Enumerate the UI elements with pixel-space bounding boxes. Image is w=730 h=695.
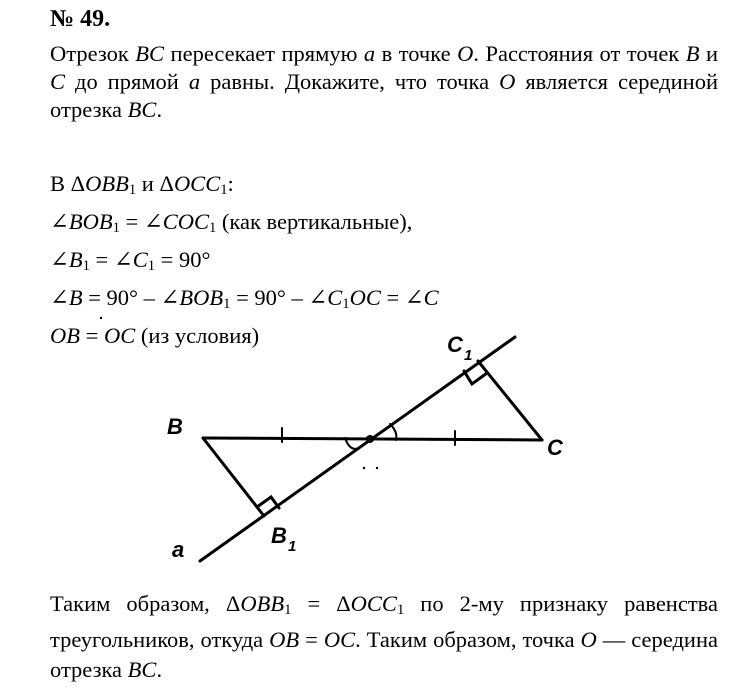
solution-line: $\angle BOB_1$ = $\angle COC_1$ (как вертикальные), [50,209,413,236]
print-dot [363,467,365,469]
math-symbol: B [68,285,83,310]
math-symbol: COC [162,209,209,234]
math-symbol: O [499,69,516,94]
problem-statement: Отрезок BC пересекает прямую a в точке O. Расстояния от точек B и C до прямой a равны. Докажите, что точка O является серединой отрезка BC. [50,41,718,122]
print-dot [100,317,102,319]
subscript: 1 [396,602,405,618]
solution-line: OB = OC (из условия) [50,323,260,348]
math-symbol: BC [135,41,165,66]
math-symbol: C [50,69,66,94]
math-symbol: OCC [350,591,397,616]
math-symbol: OB [50,323,80,348]
math-symbol: BC [127,97,157,122]
point-o [366,435,374,443]
subscript: 1 [82,258,90,274]
label-b1: B [271,523,287,548]
math-symbol: OC [323,627,356,652]
math-symbol: OC [349,285,381,310]
math-symbol: O [457,41,474,66]
math-symbol: BC [127,657,157,682]
label-b: B [167,414,183,439]
label-b1-subscript: 1 [288,538,297,555]
right-angle-mark-c1 [464,371,487,384]
math-symbol: O [580,627,597,652]
math-symbol: B [685,41,700,66]
problem-number: № 49. [50,6,111,32]
conclusion-paragraph: Таким образом, $\Delta OBB_1 = \Delta OCC_1$ по 2-му признаку равенства треугольников, откуда OB = OC. Таким образом, точка O — середина отрезка BC. [50,591,718,682]
math-symbol: OBB [240,591,285,616]
math-symbol: B [68,247,83,272]
solution-line: $\angle B_1$ = $\angle C_1 = 90^\circ$ [50,247,211,274]
math-symbol: BOB [179,285,224,310]
subscript: 1 [128,182,137,198]
label-c: C [547,435,563,460]
math-symbol: C [132,247,148,272]
math-symbol: a [188,69,201,94]
math-symbol: a [363,41,376,66]
solution-line: В $\Delta OBB_1$ и $\Delta OCC_1$: [50,171,234,198]
math-symbol: OC [103,323,136,348]
subscript: 1 [112,220,120,236]
label-a: a [172,537,185,562]
math-symbol: BOB [68,209,113,234]
label-c1-subscript: 1 [464,347,473,364]
subscript: 1 [208,220,217,236]
solution-line: ∠B = $90^\circ - \angle BOB_1 = 90^\circ$ – $\angle C_1OC$ = ∠C [50,285,439,312]
math-symbol: OBB [85,171,129,196]
subscript: 1 [220,182,228,198]
print-dot [376,467,378,469]
subscript: 1 [223,296,231,312]
label-c1: C [447,332,463,357]
subscript: 1 [342,296,350,312]
math-symbol: C [327,285,343,310]
angle-arc-right [390,424,396,440]
math-symbol: C [423,285,439,310]
subscript: 1 [284,602,292,618]
math-symbol: OB [269,627,300,652]
segment-bb1 [203,438,264,516]
math-symbol: OCC [173,171,221,196]
subscript: 1 [147,258,156,274]
